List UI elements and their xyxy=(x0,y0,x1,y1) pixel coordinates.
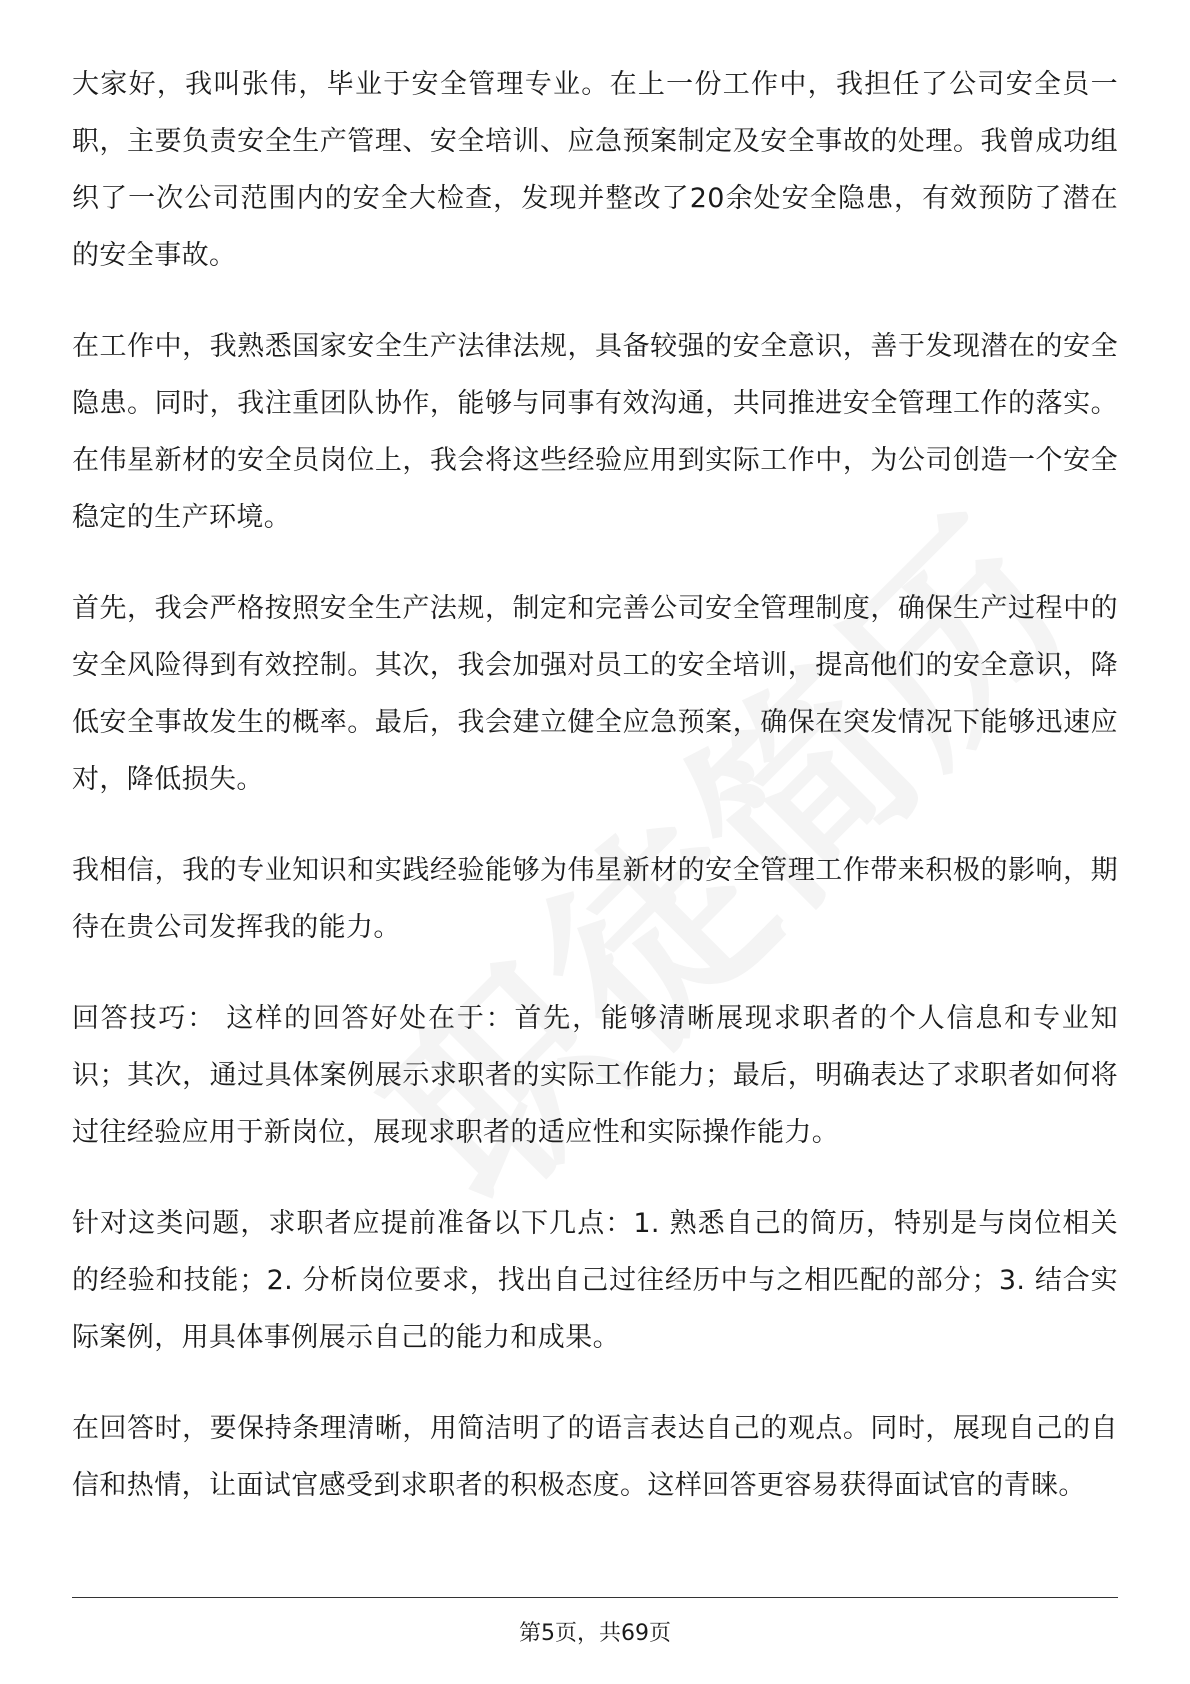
page-number: 第5页，共69页 xyxy=(519,1621,671,1646)
paragraph-preparation: 针对这类问题，求职者应提前准备以下几点：1. 熟悉自己的简历，特别是与岗位相关的经验和技能；2. 分析岗位要求，找出自己过往经历中与之相匹配的部分；3. 结合实际案例，用具体事例展示自己的能力和成果。 xyxy=(72,1208,1118,1353)
paragraph-self-introduction: 大家好，我叫张伟，毕业于安全管理专业。在上一份工作中，我担任了公司安全员一职，主要负责安全生产管理、安全培训、应急预案制定及安全事故的处理。我曾成功组织了一次公司范围内的安全大检查，发现并整改了20余处安全隐患，有效预防了潜在的安全事故。 xyxy=(72,69,1118,271)
paragraph-answer-tips: 回答技巧： 这样的回答好处在于：首先，能够清晰展现求职者的个人信息和专业知识；其次，通过具体案例展示求职者的实际工作能力；最后，明确表达了求职者如何将过往经验应用于新岗位，展现求职者的适应性和实际操作能力。 xyxy=(72,1003,1118,1148)
footer-divider xyxy=(72,1597,1118,1598)
paragraph-answer-advice: 在回答时，要保持条理清晰，用简洁明了的语言表达自己的观点。同时，展现自己的自信和热情，让面试官感受到求职者的积极态度。这样回答更容易获得面试官的青睐。 xyxy=(72,1413,1118,1501)
document-body xyxy=(72,56,1118,1548)
paragraph-closing: 我相信，我的专业知识和实践经验能够为伟星新材的安全管理工作带来积极的影响，期待在贵公司发挥我的能力。 xyxy=(72,855,1118,943)
paragraph-work-experience: 在工作中，我熟悉国家安全生产法律法规，具备较强的安全意识，善于发现潜在的安全隐患。同时，我注重团队协作，能够与同事有效沟通，共同推进安全管理工作的落实。在伟星新材的安全员岗位上，我会将这些经验应用到实际工作中，为公司创造一个安全稳定的生产环境。 xyxy=(72,331,1118,533)
paragraph-work-plan: 首先，我会严格按照安全生产法规，制定和完善公司安全管理制度，确保生产过程中的安全风险得到有效控制。其次，我会加强对员工的安全培训，提高他们的安全意识，降低安全事故发生的概率。最后，我会建立健全应急预案，确保在突发情况下能够迅速应对，降低损失。 xyxy=(72,593,1118,795)
